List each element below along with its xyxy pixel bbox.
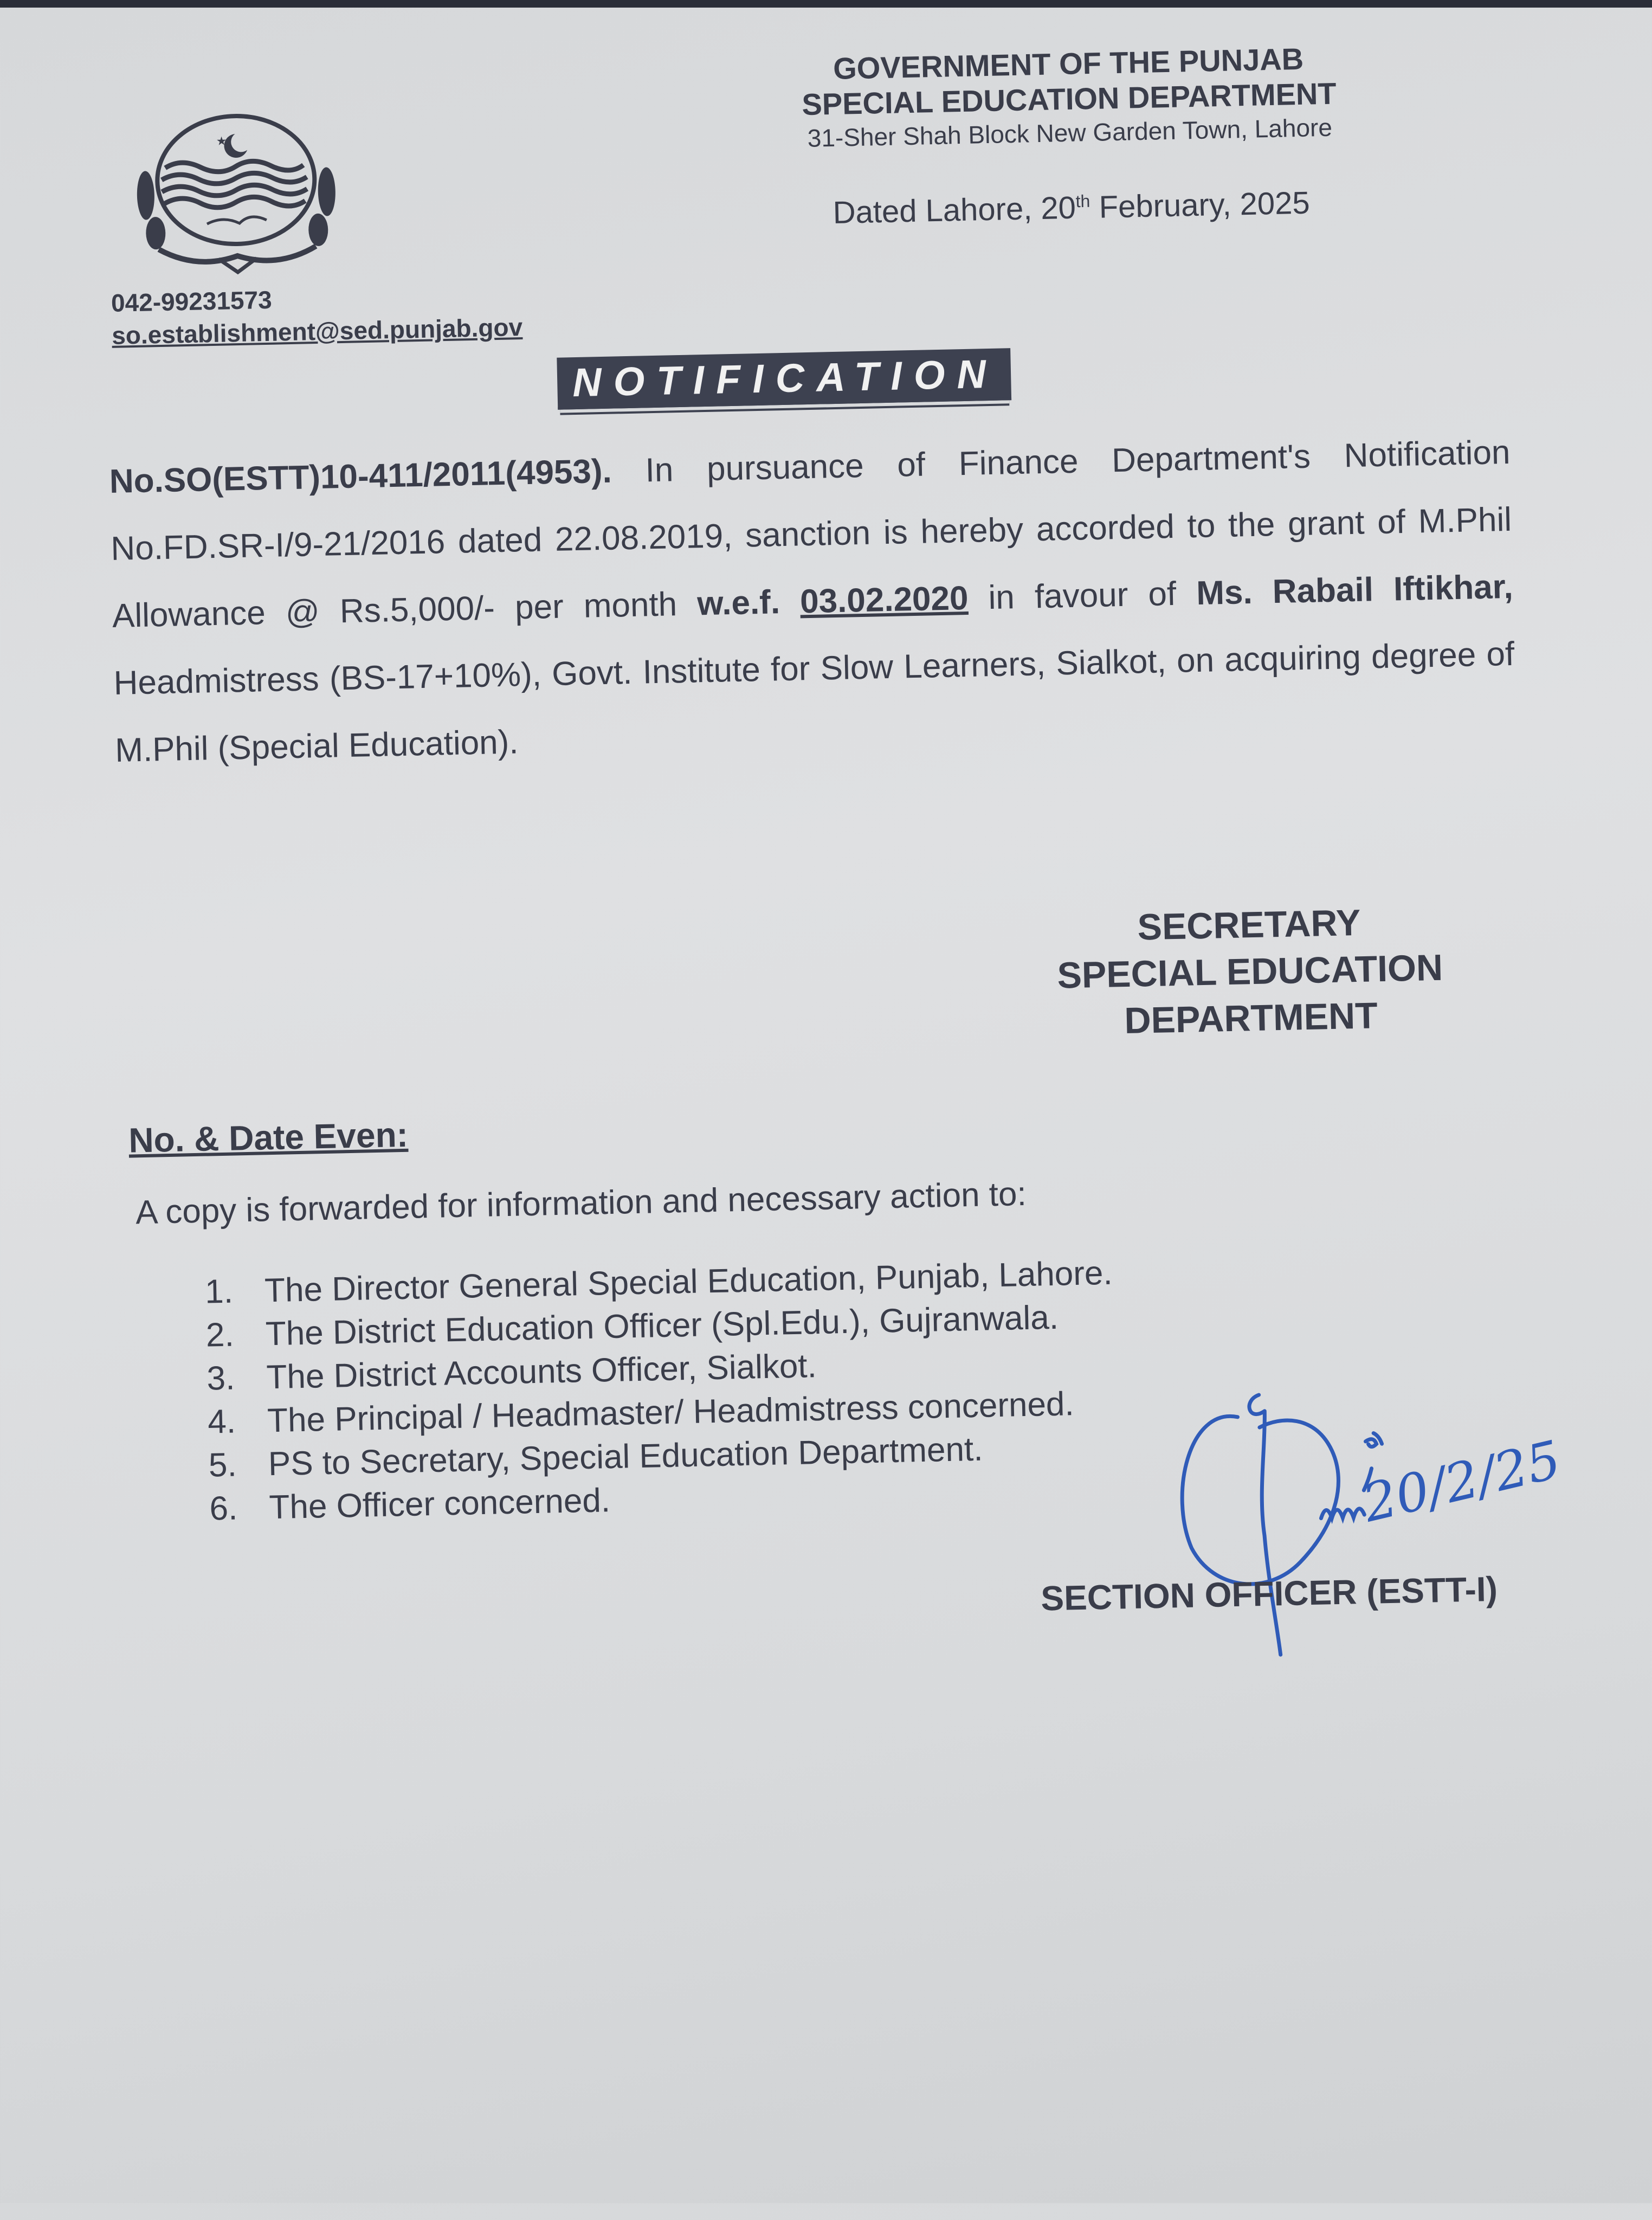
effective-date: 03.02.2020 — [799, 579, 969, 621]
dated-sup: th — [1075, 191, 1090, 211]
reference-number: No.SO(ESTT)10-411/2011(4953). — [109, 452, 612, 501]
item-number: 4. — [207, 1402, 236, 1441]
item-number: 5. — [208, 1446, 237, 1484]
item-number: 2. — [205, 1316, 235, 1354]
header-department: SPECIAL EDUCATION DEPARTMENT — [801, 76, 1337, 122]
dated-line — [692, 182, 1451, 234]
item-text: The Director General Special Education, Punjab, Lahore. — [264, 1254, 1113, 1310]
item-text: PS to Secretary, Special Education Department. — [268, 1430, 984, 1483]
item-number: 6. — [209, 1489, 238, 1528]
secretary-line-3: DEPARTMENT — [1124, 995, 1378, 1042]
beneficiary-name: Ms. Rabail Iftikhar, — [1196, 568, 1514, 613]
endorsement-heading: No. & Date Even: — [128, 1115, 409, 1160]
secretary-line-2: SPECIAL EDUCATION — [1056, 947, 1443, 996]
secretary-block — [1005, 897, 1495, 1047]
recipient-list — [204, 1252, 1117, 1531]
endorsement-intro: A copy is forwarded for information and necessary action to: — [135, 1175, 1027, 1232]
phone-number: 042-99231573 — [111, 285, 273, 317]
secretary-line-1: SECRETARY — [1137, 902, 1361, 948]
signature-date: 20/2/25 — [1357, 1428, 1567, 1534]
svg-text:★: ★ — [216, 134, 227, 148]
item-text: The Principal / Headmaster/ Headmistress concerned. — [267, 1385, 1075, 1440]
body-text-2: in favour of — [967, 575, 1197, 617]
notification-title: NOTIFICATION — [557, 348, 1011, 410]
body-text-3: Headmistress (BS-17+10%), Govt. Institute for Slow Learners, Sialkot, on acquiring degree of M.Phil (Special Education). — [113, 635, 1515, 769]
item-number: 1. — [204, 1272, 234, 1311]
item-text: The District Education Officer (Spl.Edu.), Gujranwala. — [265, 1298, 1059, 1353]
punjab-government-emblem — [124, 110, 354, 278]
item-text: The Officer concerned. — [268, 1482, 611, 1527]
body-text-1: In pursuance of Finance Department's Notification No.FD.SR-I/9-21/2016 dated 22.08.2019, sanction is hereby accorded to the grant of M.Phil Allowance @ Rs.5,000/- per month — [110, 433, 1512, 635]
header-government: GOVERNMENT OF THE PUNJAB — [833, 41, 1304, 86]
item-text: The District Accounts Officer, Sialkot. — [266, 1347, 817, 1397]
item-number: 3. — [206, 1359, 236, 1398]
dated-suffix: February, 2025 — [1089, 185, 1311, 226]
notification-body — [109, 419, 1517, 784]
signatory-title: SECTION OFFICER (ESTT-I) — [1040, 1569, 1498, 1618]
email-address: so.establishment@sed.punjab.gov — [111, 313, 523, 350]
wef-label: w.e.f. — [696, 583, 780, 623]
header-address: 31-Sher Shah Block New Garden Town, Lahore — [807, 113, 1333, 152]
dated-prefix: Dated Lahore, 20 — [833, 190, 1076, 230]
